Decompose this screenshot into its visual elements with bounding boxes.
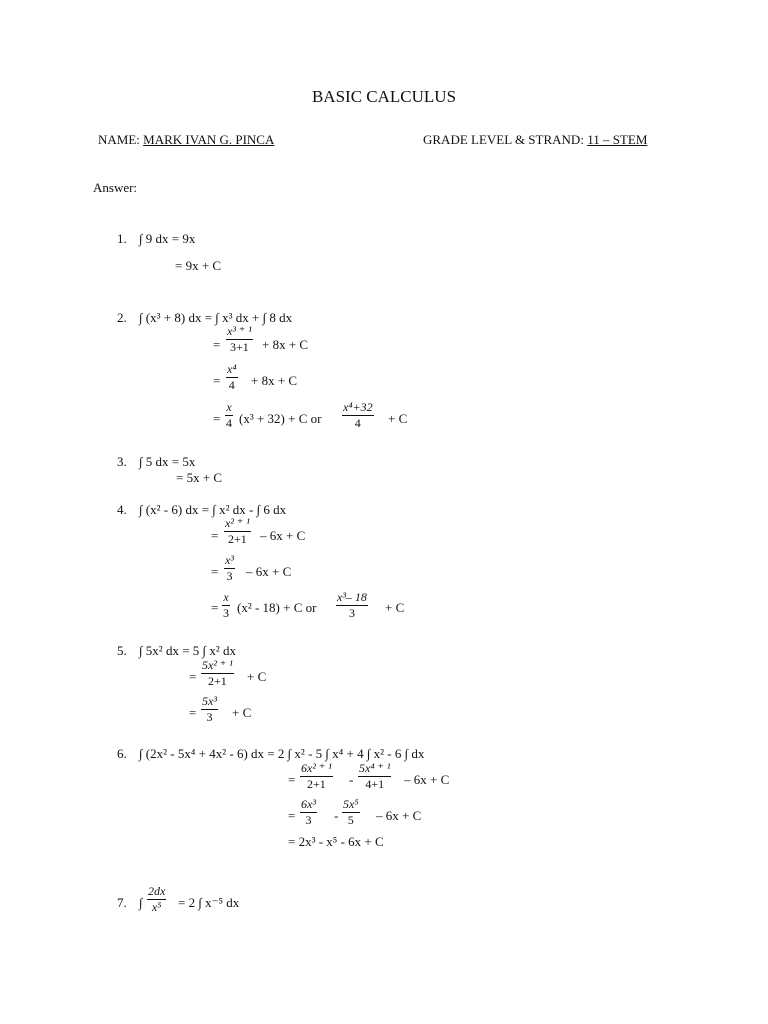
expression-rest: = 2 ∫ x⁻⁵ dx bbox=[178, 895, 240, 910]
name-value: MARK IVAN G. PINCA bbox=[143, 132, 275, 147]
fraction-denominator: 3 bbox=[226, 569, 233, 583]
expression-rest: + 8x + C bbox=[262, 337, 309, 352]
fraction bbox=[147, 884, 166, 914]
equals-sign: = bbox=[213, 411, 221, 426]
expression-rest: (x² - 18) + C or bbox=[237, 600, 317, 615]
answer-label: Answer: bbox=[93, 180, 138, 195]
equals-sign: = bbox=[189, 669, 197, 684]
fraction-denominator: 2+1 bbox=[307, 777, 326, 791]
name-label: NAME: bbox=[98, 132, 140, 147]
problem-6-line-4: = 2x³ - x⁵ - 6x + C bbox=[288, 834, 384, 849]
fraction bbox=[201, 658, 234, 688]
expression-rest: + C bbox=[388, 411, 408, 426]
fraction-numerator: x³ bbox=[225, 553, 234, 567]
grade-field bbox=[423, 132, 647, 148]
fraction-numerator: 5x² ⁺ ¹ bbox=[202, 658, 233, 672]
expression-rest: – 6x + C bbox=[404, 772, 450, 787]
fraction-numerator: x bbox=[226, 400, 232, 414]
problem-4-number: 4. bbox=[117, 502, 127, 517]
fraction-numerator: 2dx bbox=[148, 884, 166, 898]
fraction-denominator: 4 bbox=[226, 416, 232, 430]
fraction-denominator: 3 bbox=[206, 710, 213, 724]
expression-rest: + C bbox=[247, 669, 267, 684]
problem-1-number: 1. bbox=[117, 231, 127, 246]
fraction-denominator: 4 bbox=[354, 416, 361, 430]
equals-sign: = bbox=[211, 564, 219, 579]
expression-rest: – 6x + C bbox=[376, 808, 422, 823]
fraction bbox=[358, 761, 391, 791]
problem-2-line-1: ∫ (x³ + 8) dx = ∫ x³ dx + ∫ 8 dx bbox=[139, 310, 293, 325]
fraction-numerator: 6x³ bbox=[301, 797, 316, 811]
problem-2-number: 2. bbox=[117, 310, 127, 325]
fraction bbox=[201, 694, 218, 724]
problem-3-number: 3. bbox=[117, 454, 127, 469]
fraction-numerator: 5x⁴ ⁺ ¹ bbox=[359, 761, 391, 775]
problem-1-line-1: ∫ 9 dx = 9x bbox=[139, 231, 196, 246]
expression-rest: + C bbox=[385, 600, 405, 615]
fraction bbox=[336, 590, 368, 620]
fraction-denominator: 5 bbox=[347, 813, 354, 827]
expression-rest: – 6x + C bbox=[260, 528, 306, 543]
problem-6-number: 6. bbox=[117, 746, 127, 761]
fraction bbox=[226, 324, 253, 354]
grade-label: GRADE LEVEL & STRAND: bbox=[423, 132, 584, 147]
fraction-denominator: x⁵ bbox=[151, 900, 162, 914]
fraction-denominator: 3+1 bbox=[230, 340, 249, 354]
problem-4-line-1: ∫ (x² - 6) dx = ∫ x² dx - ∫ 6 dx bbox=[139, 502, 287, 517]
problem-5-line-1: ∫ 5x² dx = 5 ∫ x² dx bbox=[139, 643, 236, 658]
equals-sign: = bbox=[211, 528, 219, 543]
integral-sign: ∫ bbox=[139, 895, 143, 910]
expression-rest: + C bbox=[232, 705, 252, 720]
name-field bbox=[98, 132, 274, 148]
fraction bbox=[222, 590, 230, 620]
equals-sign: = bbox=[213, 337, 221, 352]
fraction-denominator: 4+1 bbox=[365, 777, 385, 791]
minus-sign: - bbox=[349, 772, 354, 787]
fraction-denominator: 3 bbox=[223, 606, 229, 620]
fraction-numerator: x⁴ bbox=[227, 362, 237, 376]
fraction-denominator: 3 bbox=[305, 813, 312, 827]
fraction-denominator: 4 bbox=[228, 378, 235, 392]
problem-1-line-2: = 9x + C bbox=[175, 258, 222, 273]
fraction-denominator: 3 bbox=[348, 606, 355, 620]
equals-sign: = bbox=[213, 373, 221, 388]
fraction bbox=[224, 516, 251, 546]
fraction bbox=[226, 362, 238, 392]
fraction-numerator: x bbox=[223, 590, 229, 604]
fraction-numerator: 6x² ⁺ ¹ bbox=[301, 761, 332, 775]
fraction bbox=[342, 400, 374, 430]
fraction-numerator: x³ ⁺ ¹ bbox=[227, 324, 252, 338]
problem-3-line-2: = 5x + C bbox=[176, 470, 223, 485]
grade-value: 11 – STEM bbox=[587, 132, 648, 147]
problem-6-line-1: ∫ (2x² - 5x⁴ + 4x² - 6) dx = 2 ∫ x² - 5 ∫ x⁴ + 4 ∫ x² - 6 ∫ dx bbox=[139, 746, 425, 761]
problem-5-number: 5. bbox=[117, 643, 127, 658]
fraction-numerator: 5x⁵ bbox=[343, 797, 359, 811]
fraction bbox=[300, 761, 333, 791]
fraction bbox=[225, 400, 233, 430]
fraction-denominator: 2+1 bbox=[208, 674, 227, 688]
fraction-numerator: 5x³ bbox=[202, 694, 217, 708]
equals-sign: = bbox=[288, 772, 296, 787]
equals-sign: = bbox=[288, 808, 296, 823]
equals-sign: = bbox=[189, 705, 197, 720]
expression-rest: + 8x + C bbox=[251, 373, 298, 388]
fraction bbox=[224, 553, 235, 583]
fraction-denominator: 2+1 bbox=[228, 532, 247, 546]
page-title: BASIC CALCULUS bbox=[311, 87, 457, 106]
expression-rest: – 6x + C bbox=[246, 564, 292, 579]
problem-3-line-1: ∫ 5 dx = 5x bbox=[139, 454, 196, 469]
minus-sign: - bbox=[334, 808, 339, 823]
equals-sign: = bbox=[211, 600, 219, 615]
problem-7-number: 7. bbox=[117, 895, 127, 910]
fraction-numerator: x⁴+32 bbox=[343, 400, 373, 414]
fraction bbox=[300, 797, 317, 827]
fraction bbox=[342, 797, 360, 827]
fraction-numerator: x² ⁺ ¹ bbox=[225, 516, 250, 530]
expression-rest: (x³ + 32) + C or bbox=[239, 411, 322, 426]
fraction-numerator: x³– 18 bbox=[337, 590, 367, 604]
